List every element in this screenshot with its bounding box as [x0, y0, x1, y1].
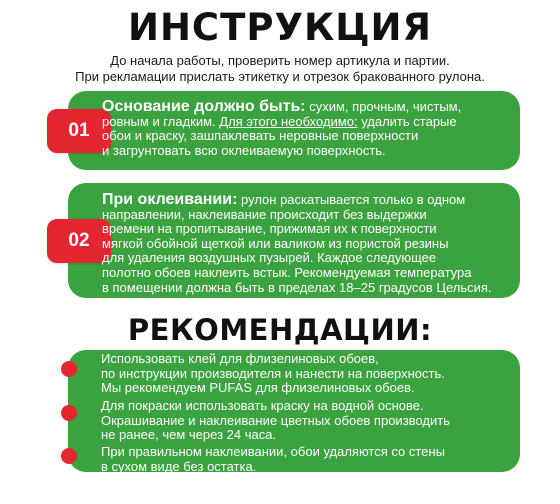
step-line-rest: сухим, прочным, чистым, — [305, 99, 462, 114]
step-line: времени на пропитывание, прижимая их к поверхности — [102, 221, 437, 237]
step-line: полотно обоев наклеить встык. Рекомендуемая температура — [102, 264, 472, 280]
recommendation-line: по инструкции производителя и нанести на поверхность. — [101, 365, 445, 381]
subtitle-line: До начала работы, проверить номер артикула и партии. — [110, 53, 450, 68]
step-line: в помещении должна быть в пределах 18–25 градусов Цельсия. — [102, 279, 492, 295]
step-text-1 — [102, 100, 461, 158]
step-text-2 — [102, 193, 492, 295]
recommendation-line: Окрашивание и наклеивание цветных обоев производить — [101, 412, 450, 428]
subtitle-line: При рекламации прислать этикетку и отрезок бракованного рулона. — [75, 69, 485, 84]
step-line — [102, 115, 461, 130]
step-line: обои и краску, зашпаклевать неровные поверхности — [102, 128, 419, 144]
step-line-part: ровным и гладким. — [102, 113, 220, 129]
subtitle — [0, 53, 560, 85]
bullet-dot-icon — [61, 361, 77, 377]
recommendation-line: не ранее, чем через 24 часа. — [101, 427, 277, 443]
step-lead: При оклеивании: — [102, 191, 238, 208]
recommendation-line: Мы рекомендуем PUFAS для флизелиновых обоев. — [101, 380, 415, 396]
step-line — [102, 100, 461, 115]
recommendation-line: Использовать клей для флизелиновых обоев, — [101, 351, 379, 366]
recommendation-line: в сухом виде без остатка. — [101, 458, 257, 474]
step-number-badge-2: 02 — [47, 219, 111, 263]
recommendations-title: РЕКОМЕНДАЦИИ: — [127, 313, 433, 347]
step-line — [102, 193, 492, 208]
recommendation-item-3 — [101, 445, 445, 474]
step-lead: Основание должно быть: — [102, 98, 306, 115]
recommendation-line: Для покраски использовать краску на водной основе. — [101, 398, 424, 413]
step-line: для удаления воздушных пузырей. Каждое следующее — [102, 250, 437, 266]
step-line: и загрунтовать всю оклеиваемую поверхность. — [102, 142, 386, 158]
recommendation-line: При правильном наклеивании, обои удаляются со стены — [101, 444, 445, 459]
step-line: мягкой обойной щеткой или валиком из пористой резины — [102, 235, 449, 251]
step-number-badge-1: 01 — [47, 109, 111, 153]
bullet-dot-icon — [61, 448, 77, 464]
bullet-dot-icon — [61, 405, 77, 421]
recommendation-item-2 — [101, 399, 450, 443]
step-line-rest: рулон раскатывается только в одном — [237, 192, 466, 207]
page-title: ИНСТРУКЦИЯ — [128, 6, 432, 49]
step-line: направлении, наклеивание происходит без выдержки — [102, 206, 427, 222]
step-line-part: удалить старые — [357, 113, 457, 129]
step-underlined-phrase: Для этого необходимо: — [219, 113, 358, 129]
recommendation-item-1 — [101, 352, 445, 396]
